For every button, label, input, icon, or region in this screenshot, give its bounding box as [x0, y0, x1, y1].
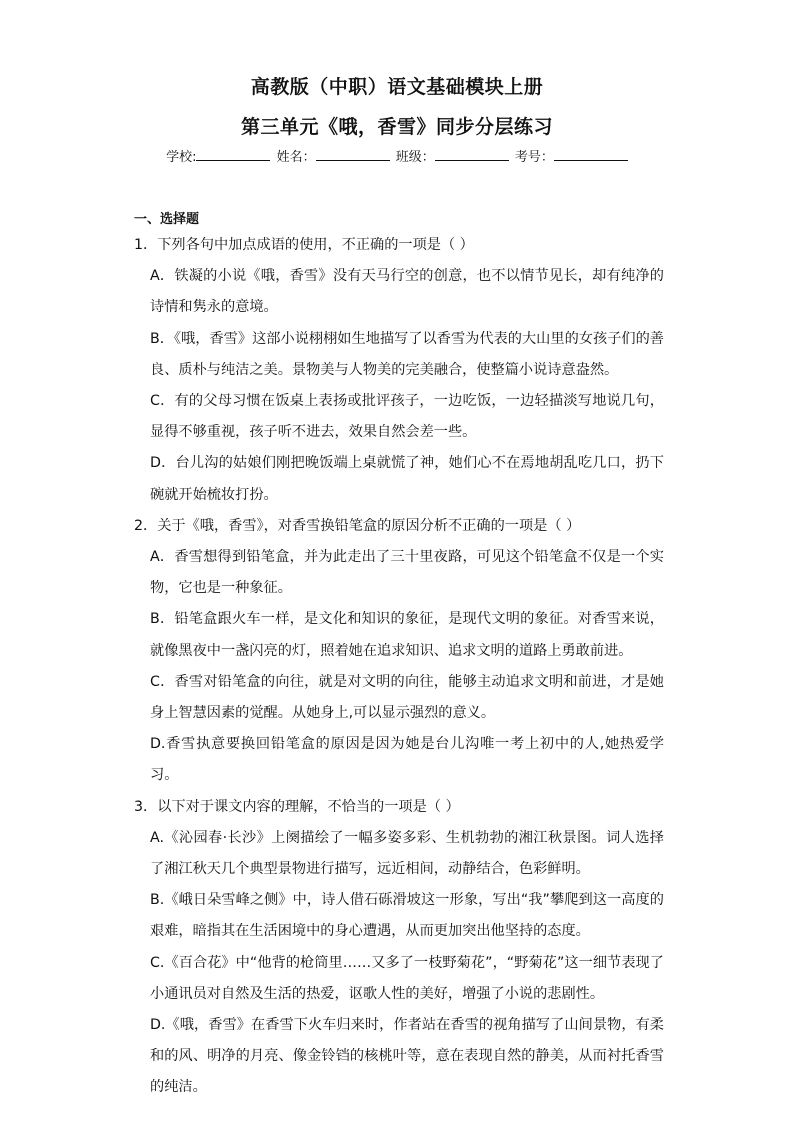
section-heading: 一、选择题	[134, 212, 200, 227]
info-school	[166, 146, 270, 165]
info-exam-number	[515, 146, 628, 165]
info-name	[277, 146, 390, 165]
question-number: 2．	[134, 517, 158, 534]
student-info-line	[0, 146, 794, 165]
question-number: 1．	[134, 237, 158, 253]
info-school-blank	[196, 148, 270, 161]
info-class-label: 班级：	[395, 150, 435, 165]
document-title: 高教版（中职）语文基础模块上册	[250, 76, 544, 98]
info-exam-number-blank	[554, 148, 628, 161]
info-class-blank	[435, 148, 509, 161]
info-exam-number-label: 考号：	[514, 150, 554, 165]
question-3	[134, 792, 664, 1104]
question-1-option-a: A．铁凝的小说《哦，香雪》没有天马行空的创意，也不以情节见长，却有纯净的诗情和隽永的意境。	[150, 268, 664, 316]
info-class	[396, 146, 509, 165]
info-school-label: 学校:	[166, 150, 197, 165]
question-2-option-a: A．香雪想得到铅笔盒，并为此走出了三十里夜路，可见这个铅笔盒不仅是一个实物，它也是一种象征。	[150, 549, 664, 597]
question-3-option-a: A.《沁园春·长沙》上阕描绘了一幅多姿多彩、生机勃勃的湘江秋景图。词人选择了湘江秋天几个典型景物进行描写，远近相间，动静结合，色彩鲜明。	[150, 829, 664, 878]
question-2-option-b: B．铅笔盒跟火车一样，是文化和知识的象征，是现代文明的象征。对香雪来说，就像黑夜中一盏闪亮的灯，照着她在追求知识、追求文明的道路上勇敢前进。	[150, 611, 664, 659]
question-1	[134, 230, 664, 511]
question-1-option-d: D．台儿沟的姑娘们刚把晚饭端上桌就慌了神，她们心不在焉地胡乱吃几口，扔下碗就开始梳妆打扮。	[150, 455, 664, 503]
document-subtitle: 第三单元《哦，香雪》同步分层练习	[240, 116, 553, 138]
question-text: 下列各句中加点成语的使用，不正确的一项是（ ）	[157, 237, 474, 253]
question-3-option-b: B.《峨日朵雪峰之侧》中，诗人借石砾滑坡这一形象，写出“我”攀爬到这一高度的艰难，暗指其在生活困境中的身心遭遇，从而更加突出他坚持的态度。	[150, 892, 664, 940]
question-2-option-d: D.香雪执意要换回铅笔盒的原因是因为她是台儿沟唯一考上初中的人,她热爱学习。	[150, 736, 664, 784]
info-name-blank	[316, 148, 390, 161]
question-2	[134, 511, 664, 792]
question-3-option-c: C.《百合花》中“他背的枪筒里……又多了一枝野菊花”，“野菊花”这一细节表现了小通讯员对自然及生活的热爱，讴歌人性的美好，增强了小说的悲剧性。	[150, 954, 664, 1002]
question-list	[134, 230, 664, 1104]
question-stem	[134, 230, 664, 261]
info-name-label: 姓名：	[276, 150, 316, 165]
question-3-option-d: D.《哦，香雪》在香雪下火车归来时，作者站在香雪的视角描写了山间景物，有柔和的风、明净的月亮、像金铃铛的核桃叶等，意在表现自然的静美，从而衬托香雪的纯洁。	[150, 1017, 664, 1096]
question-number: 3．	[134, 798, 158, 815]
question-text: 以下对于课文内容的理解，不恰当的一项是（ ）	[157, 798, 460, 815]
question-2-option-c: C．香雪对铅笔盒的向往，就是对文明的向往，能够主动追求文明和前进，才是她身上智慧因素的觉醒。从她身上,可以显示强烈的意义。	[150, 673, 664, 722]
question-stem	[134, 792, 664, 823]
question-1-option-b: B．《哦，香雪》这部小说栩栩如生地描写了以香雪为代表的大山里的女孩子们的善良、质朴与纯洁之美。景物美与人物美的完美融合，使整篇小说诗意盎然。	[150, 330, 664, 378]
question-stem	[134, 511, 664, 542]
question-1-option-c: C．有的父母习惯在饭桌上表扬或批评孩子，一边吃饭，一边轻描淡写地说几句，显得不够重视，孩子听不进去，效果自然会差一些。	[150, 393, 664, 441]
question-text: 关于《哦，香雪》，对香雪换铅笔盒的原因分析不正确的一项是（ ）	[157, 517, 581, 534]
